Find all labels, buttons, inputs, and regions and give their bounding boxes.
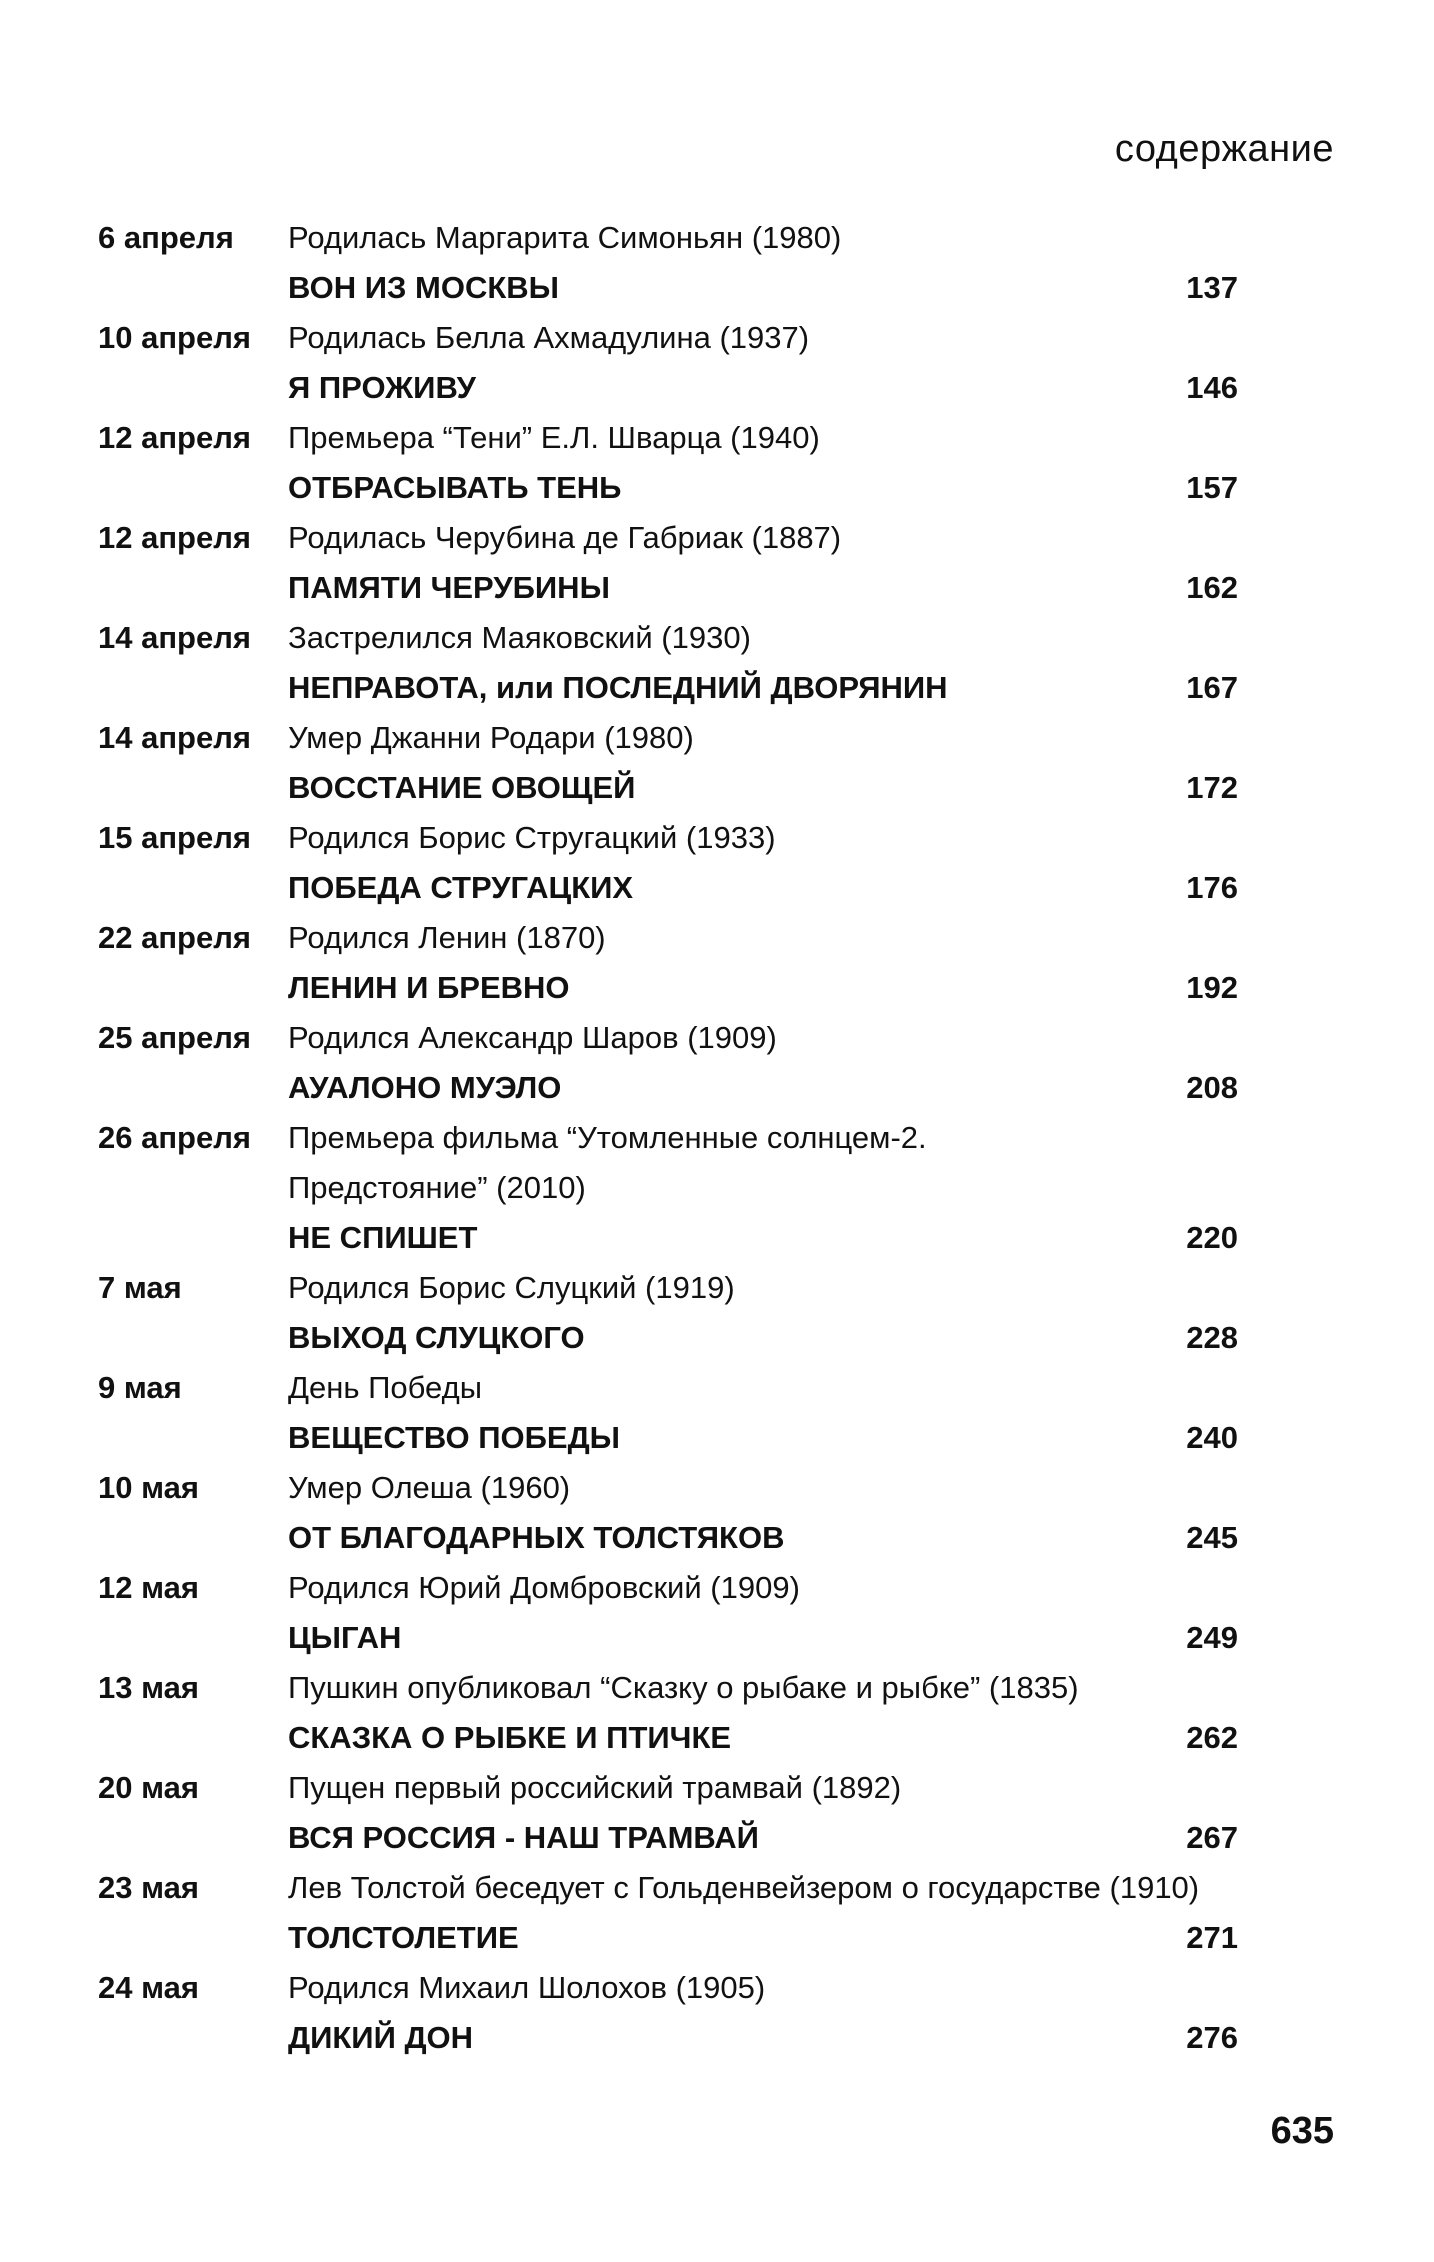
toc-event-line [98,1463,1238,1513]
running-header: содержание [1114,128,1334,170]
toc-entry [98,1563,1238,1663]
toc-date: 9 мая [98,1370,182,1405]
toc-title-line [98,663,1238,713]
toc-event: Родился Борис Слуцкий (1919) [288,1270,735,1305]
toc-entry [98,213,1238,313]
toc-date: 12 апреля [98,420,252,455]
toc-page-number: 146 [1186,370,1238,405]
toc-entry [98,1663,1238,1763]
toc-event: Застрелился Маяковский (1930) [288,620,751,655]
toc-event-line [98,1363,1238,1413]
toc-event-line [98,1113,1238,1163]
toc-event: Предстояние” (2010) [288,1170,586,1205]
toc-title: СКАЗКА О РЫБКЕ И ПТИЧКЕ [288,1720,732,1755]
toc-event-line [98,313,1238,363]
toc-page-number: 249 [1186,1620,1238,1655]
toc-entry [98,613,1238,713]
table-of-contents [98,213,1238,2063]
toc-event-line [98,713,1238,763]
toc-title-line [98,863,1238,913]
toc-event-line [98,913,1238,963]
toc-page-number: 220 [1186,1220,1238,1255]
toc-title-line [98,763,1238,813]
toc-page-number: 192 [1186,970,1238,1005]
toc-event-line [98,813,1238,863]
toc-event: Родился Александр Шаров (1909) [288,1020,777,1055]
toc-page-number: 162 [1186,570,1238,605]
toc-event: Родился Борис Стругацкий (1933) [288,820,776,855]
toc-event-line [98,213,1238,263]
toc-page-number: 228 [1186,1320,1238,1355]
toc-date: 12 мая [98,1570,199,1605]
toc-title: ТОЛСТОЛЕТИЕ [288,1920,519,1955]
toc-date: 26 апреля [98,1120,252,1155]
toc-event: Пушкин опубликовал “Сказку о рыбаке и рыбке” (1835) [288,1670,1079,1705]
toc-page-number: 172 [1186,770,1238,805]
toc-date: 22 апреля [98,920,252,955]
toc-entry [98,513,1238,613]
toc-page-number: 276 [1186,2020,1238,2055]
toc-event-line [98,1013,1238,1063]
toc-title: ОТБРАСЫВАТЬ ТЕНЬ [288,470,622,505]
toc-date: 10 апреля [98,320,252,355]
toc-event: Родилась Черубина де Габриак (1887) [288,520,842,555]
toc-event: Родилась Белла Ахмадулина (1937) [288,320,810,355]
toc-title: ОТ БЛАГОДАРНЫХ ТОЛСТЯКОВ [288,1520,785,1555]
toc-title: ВОН ИЗ МОСКВЫ [288,270,560,305]
toc-event-line [98,413,1238,463]
toc-page-number: 167 [1186,670,1238,705]
toc-title: ЦЫГАН [288,1620,402,1655]
toc-event-line [98,1563,1238,1613]
toc-page-number: 245 [1186,1520,1238,1555]
toc-event: Премьера фильма “Утомленные солнцем-2. [288,1120,927,1155]
toc-event: Родилась Маргарита Симоньян (1980) [288,220,842,255]
toc-title-line [98,563,1238,613]
toc-title-line [98,1913,1238,1963]
toc-title: НЕПРАВОТА, или ПОСЛЕДНИЙ ДВОРЯНИН [288,670,948,705]
toc-page-number: 267 [1186,1820,1238,1855]
toc-event-line [98,1663,1238,1713]
toc-title-line [98,463,1238,513]
toc-title-line [98,1613,1238,1663]
toc-title-line [98,1213,1238,1263]
toc-event: Премьера “Тени” Е.Л. Шварца (1940) [288,420,820,455]
toc-page-number: 176 [1186,870,1238,905]
toc-event-line [98,1263,1238,1313]
toc-title: ВЫХОД СЛУЦКОГО [288,1320,585,1355]
toc-title-line [98,2013,1238,2063]
toc-event-line [98,1763,1238,1813]
toc-date: 13 мая [98,1670,199,1705]
toc-entry [98,1463,1238,1563]
toc-title-line [98,263,1238,313]
toc-title-line [98,1713,1238,1763]
toc-date: 6 апреля [98,220,234,255]
toc-event-line [98,1163,1238,1213]
toc-entry [98,1763,1238,1863]
toc-title: ВЕЩЕСТВО ПОБЕДЫ [288,1420,621,1455]
toc-date: 15 апреля [98,820,252,855]
toc-title: ВСЯ РОССИЯ - НАШ ТРАМВАЙ [288,1820,759,1855]
toc-title-line [98,1413,1238,1463]
page-number: 635 [1270,2110,1334,2152]
toc-title-line [98,1813,1238,1863]
toc-page-number: 271 [1186,1920,1238,1955]
toc-event: Умер Джанни Родари (1980) [288,720,694,755]
toc-title-line [98,1313,1238,1363]
toc-title: ПОБЕДА СТРУГАЦКИХ [288,870,634,905]
toc-event: Родился Михаил Шолохов (1905) [288,1970,766,2005]
toc-date: 10 мая [98,1470,199,1505]
toc-title: ВОССТАНИЕ ОВОЩЕЙ [288,770,636,805]
toc-entry [98,1363,1238,1463]
toc-entry [98,1263,1238,1363]
toc-date: 24 мая [98,1970,199,2005]
toc-title-line [98,963,1238,1013]
toc-date: 23 мая [98,1870,199,1905]
toc-date: 12 апреля [98,520,252,555]
toc-event: Умер Олеша (1960) [288,1470,571,1505]
toc-page-number: 240 [1186,1420,1238,1455]
toc-entry [98,1963,1238,2063]
toc-event-line [98,1863,1238,1913]
toc-page-number: 137 [1186,270,1238,305]
toc-entry [98,713,1238,813]
toc-page-number: 157 [1186,470,1238,505]
toc-date: 7 мая [98,1270,182,1305]
toc-title: ДИКИЙ ДОН [288,2020,474,2055]
toc-event-line [98,613,1238,663]
toc-event: Пущен первый российский трамвай (1892) [288,1770,902,1805]
toc-entry [98,413,1238,513]
toc-event: Лев Толстой беседует с Гольденвейзером о государстве (1910) [288,1870,1200,1905]
toc-date: 25 апреля [98,1020,252,1055]
toc-entry [98,1863,1238,1963]
toc-title: ПАМЯТИ ЧЕРУБИНЫ [288,570,610,605]
toc-title-line [98,1513,1238,1563]
toc-date: 20 мая [98,1770,199,1805]
toc-title: ЛЕНИН И БРЕВНО [288,970,570,1005]
toc-page-number: 262 [1186,1720,1238,1755]
toc-entry [98,913,1238,1013]
toc-title: НЕ СПИШЕТ [288,1220,478,1255]
toc-event-line [98,1963,1238,2013]
toc-event: Родился Юрий Домбровский (1909) [288,1570,800,1605]
toc-entry [98,1113,1238,1263]
toc-date: 14 апреля [98,720,252,755]
toc-page-number: 208 [1186,1070,1238,1105]
toc-entry [98,313,1238,413]
toc-event: День Победы [288,1370,482,1405]
toc-title-line [98,1063,1238,1113]
toc-event: Родился Ленин (1870) [288,920,606,955]
toc-event-line [98,513,1238,563]
toc-date: 14 апреля [98,620,252,655]
toc-title: Я ПРОЖИВУ [288,370,476,405]
toc-title-line [98,363,1238,413]
toc-entry [98,1013,1238,1113]
toc-entry [98,813,1238,913]
toc-title: АУАЛОНО МУЭЛО [288,1070,562,1105]
